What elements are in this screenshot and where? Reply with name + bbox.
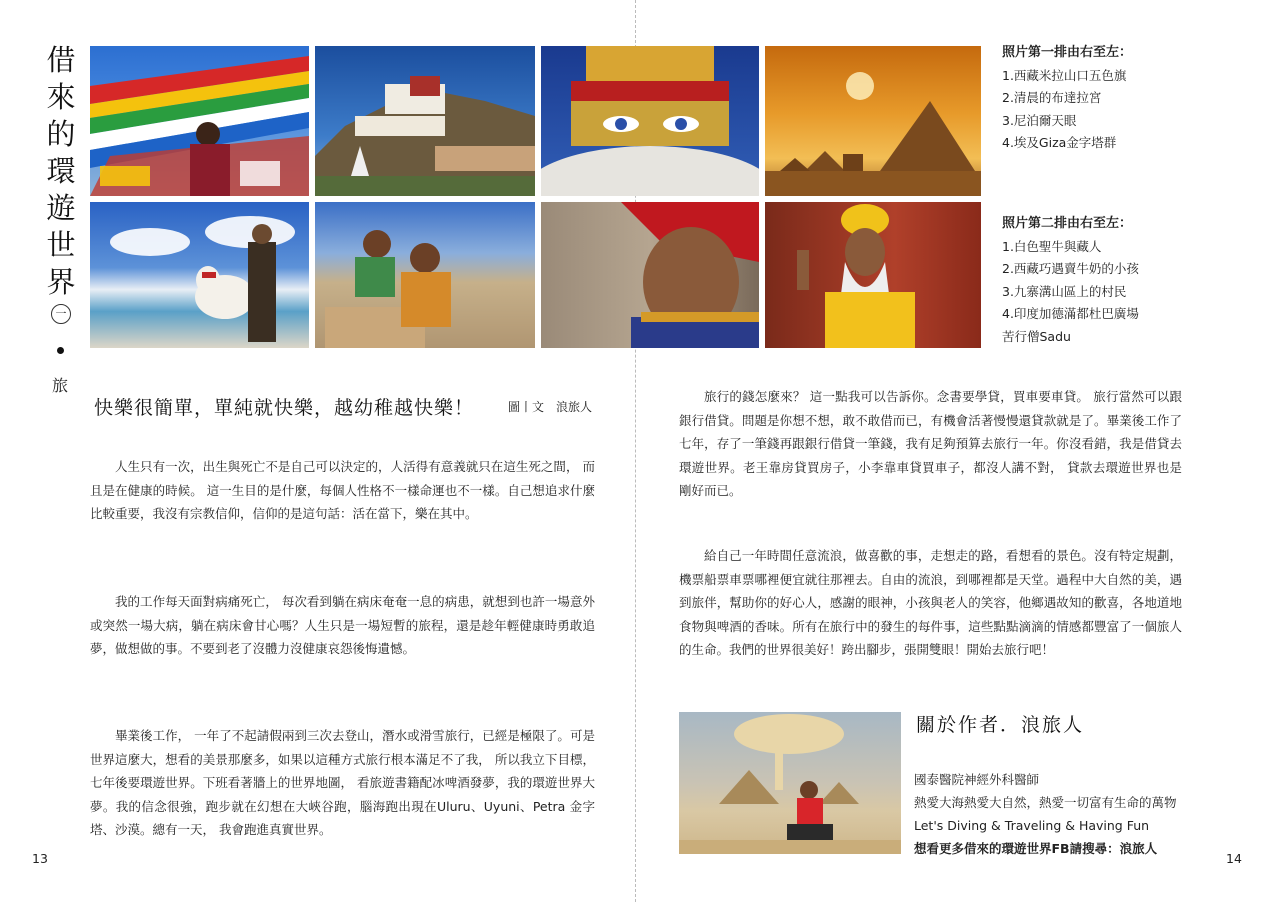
caption-item: 苦行僧Sadu	[1002, 328, 1071, 344]
title-char: 環	[46, 154, 76, 188]
photo-author	[679, 712, 901, 854]
bullet-dot	[57, 347, 64, 354]
caption-item: 3.尼泊爾天眼	[1002, 112, 1077, 128]
about-line: 熱愛大海熱愛大自然，熱愛一切富有生命的萬物	[914, 795, 1177, 810]
photo-tibetan-kids	[315, 202, 535, 348]
photo-white-yak	[90, 202, 309, 348]
paragraph-text: 旅行的錢怎麼來？ 這一點我可以告訴你。念書要學貸，買車要車貸。 旅行當然可以跟銀行借貸。問題是你想不想，敢不敢借而已，有機會活著慢慢還貸款就是了。畢業後工作了七年，存了一筆錢再跟銀行借貸一筆錢，我有足夠預算去旅行一年。你沒看錯，我是借貸去環遊世界。老王靠房貸買房子，小李靠車貸買車子，都沒人講不對， 貸款去環遊世界也是剛好而已。	[679, 389, 1182, 498]
left-paragraph-1	[90, 455, 595, 526]
page-number-left: 13	[32, 851, 48, 866]
right-paragraph-2	[679, 544, 1182, 662]
left-paragraph-2	[90, 590, 595, 661]
caption-item: 2.西藏巧遇賣牛奶的小孩	[1002, 261, 1139, 276]
title-char: 借	[46, 43, 76, 77]
about-line: Let's Diving & Traveling & Having Fun	[914, 818, 1150, 833]
title-char: 來	[46, 80, 76, 114]
photo-potala-palace	[315, 46, 535, 196]
title-char: 界	[46, 265, 76, 299]
about-author	[914, 768, 1194, 860]
title-char: 的	[46, 117, 76, 151]
section-label: 旅	[52, 376, 69, 395]
paragraph-text: 畢業後工作， 一年了不起請假兩到三次去登山，潛水或滑雪旅行，已經是極限了。可是世界這麼大，想看的美景那麼多，如果以這種方式旅行根本滿足不了我， 所以我立下目標，七年後要環遊世界。下班看著牆上的世界地圖， 看旅遊書籍配冰啤酒發夢，我的環遊世界大夢。我的信念很強，跑步就在幻想在大峽谷跑，腦海跑出現在Uluru、Uyuni、Petra 金字塔、沙漠。總有一天， 我會跑進真實世界。	[90, 728, 595, 837]
right-paragraph-1	[679, 385, 1182, 503]
article-headline: 快樂很簡單，單純就快樂，越幼稚越快樂！	[94, 397, 475, 419]
caption-item: 1.白色聖牛與藏人	[1002, 238, 1102, 254]
paragraph-text: 人生只有一次，出生與死亡不是自己可以決定的，人活得有意義就只在這生死之間， 而且是在健康的時候。 這一生目的是什麼，每個人性格不一樣命運也不一樣。自己想追求什麼比較重要，我沒有宗教信仰，信仰的是這句話：活在當下，樂在其中。	[90, 459, 595, 521]
byline: 圖丨文 浪旅人	[508, 400, 593, 414]
title-char: 世	[46, 228, 76, 262]
paragraph-text: 我的工作每天面對病痛死亡， 每次看到躺在病床奄奄一息的病患，就想到也許一場意外或突然一場大病，躺在病床會甘心嗎？人生只是一場短暫的旅程，還是趁年輕健康時勇敢追夢，做想做的事。不要到老了沒體力沒健康哀怨後悔遺憾。	[90, 594, 595, 656]
about-line-fb: 想看更多借來的環遊世界FB請搜尋：浪旅人	[914, 841, 1158, 856]
vertical-title	[44, 42, 78, 301]
photo-stupa-eyes	[541, 46, 759, 196]
title-char: 遊	[46, 191, 76, 225]
caption-item: 4.埃及Giza金字塔群	[1002, 135, 1117, 150]
about-title: 關於作者．浪旅人	[916, 714, 1085, 736]
caption-item: 1.西藏米拉山口五色旗	[1002, 67, 1127, 83]
caption-heading: 照片第一排由右至左：	[1002, 45, 1133, 60]
caption-heading: 照片第二排由右至左：	[1002, 216, 1133, 231]
caption-item: 4.印度加德滿都杜巴廣場	[1002, 306, 1139, 321]
about-line: 國泰醫院神經外科醫師	[914, 772, 1040, 787]
caption-item: 3.九寨溝山區上的村民	[1002, 283, 1127, 299]
paragraph-text: 給自己一年時間任意流浪，做喜歡的事，走想走的路，看想看的景色。沒有特定規劃，機票船票車票哪裡便宜就往那裡去。自由的流浪，到哪裡都是天堂。過程中大自然的美，遇到旅伴，幫助你的好心人，感謝的眼神，小孩與老人的笑容，他鄉遇故知的歡喜，各地道地食物與啤酒的香味。所有在旅行中的發生的每件事，這些點點滴滴的情感都豐富了一個旅人的生命。我們的世界很美好！跨出腳步，張開雙眼！開始去旅行吧！	[679, 548, 1182, 657]
left-paragraph-3	[90, 724, 595, 842]
caption-row2	[1002, 213, 1182, 348]
caption-item: 2.清晨的布達拉宮	[1002, 90, 1102, 105]
photo-jiuzhaigou-villager	[541, 202, 759, 348]
photo-prayer-flags	[90, 46, 309, 196]
caption-row1	[1002, 42, 1182, 155]
series-number-badge: 一	[51, 304, 71, 324]
photo-giza-pyramids	[765, 46, 981, 196]
page-number-right: 14	[1226, 851, 1242, 866]
photo-sadhu	[765, 202, 981, 348]
